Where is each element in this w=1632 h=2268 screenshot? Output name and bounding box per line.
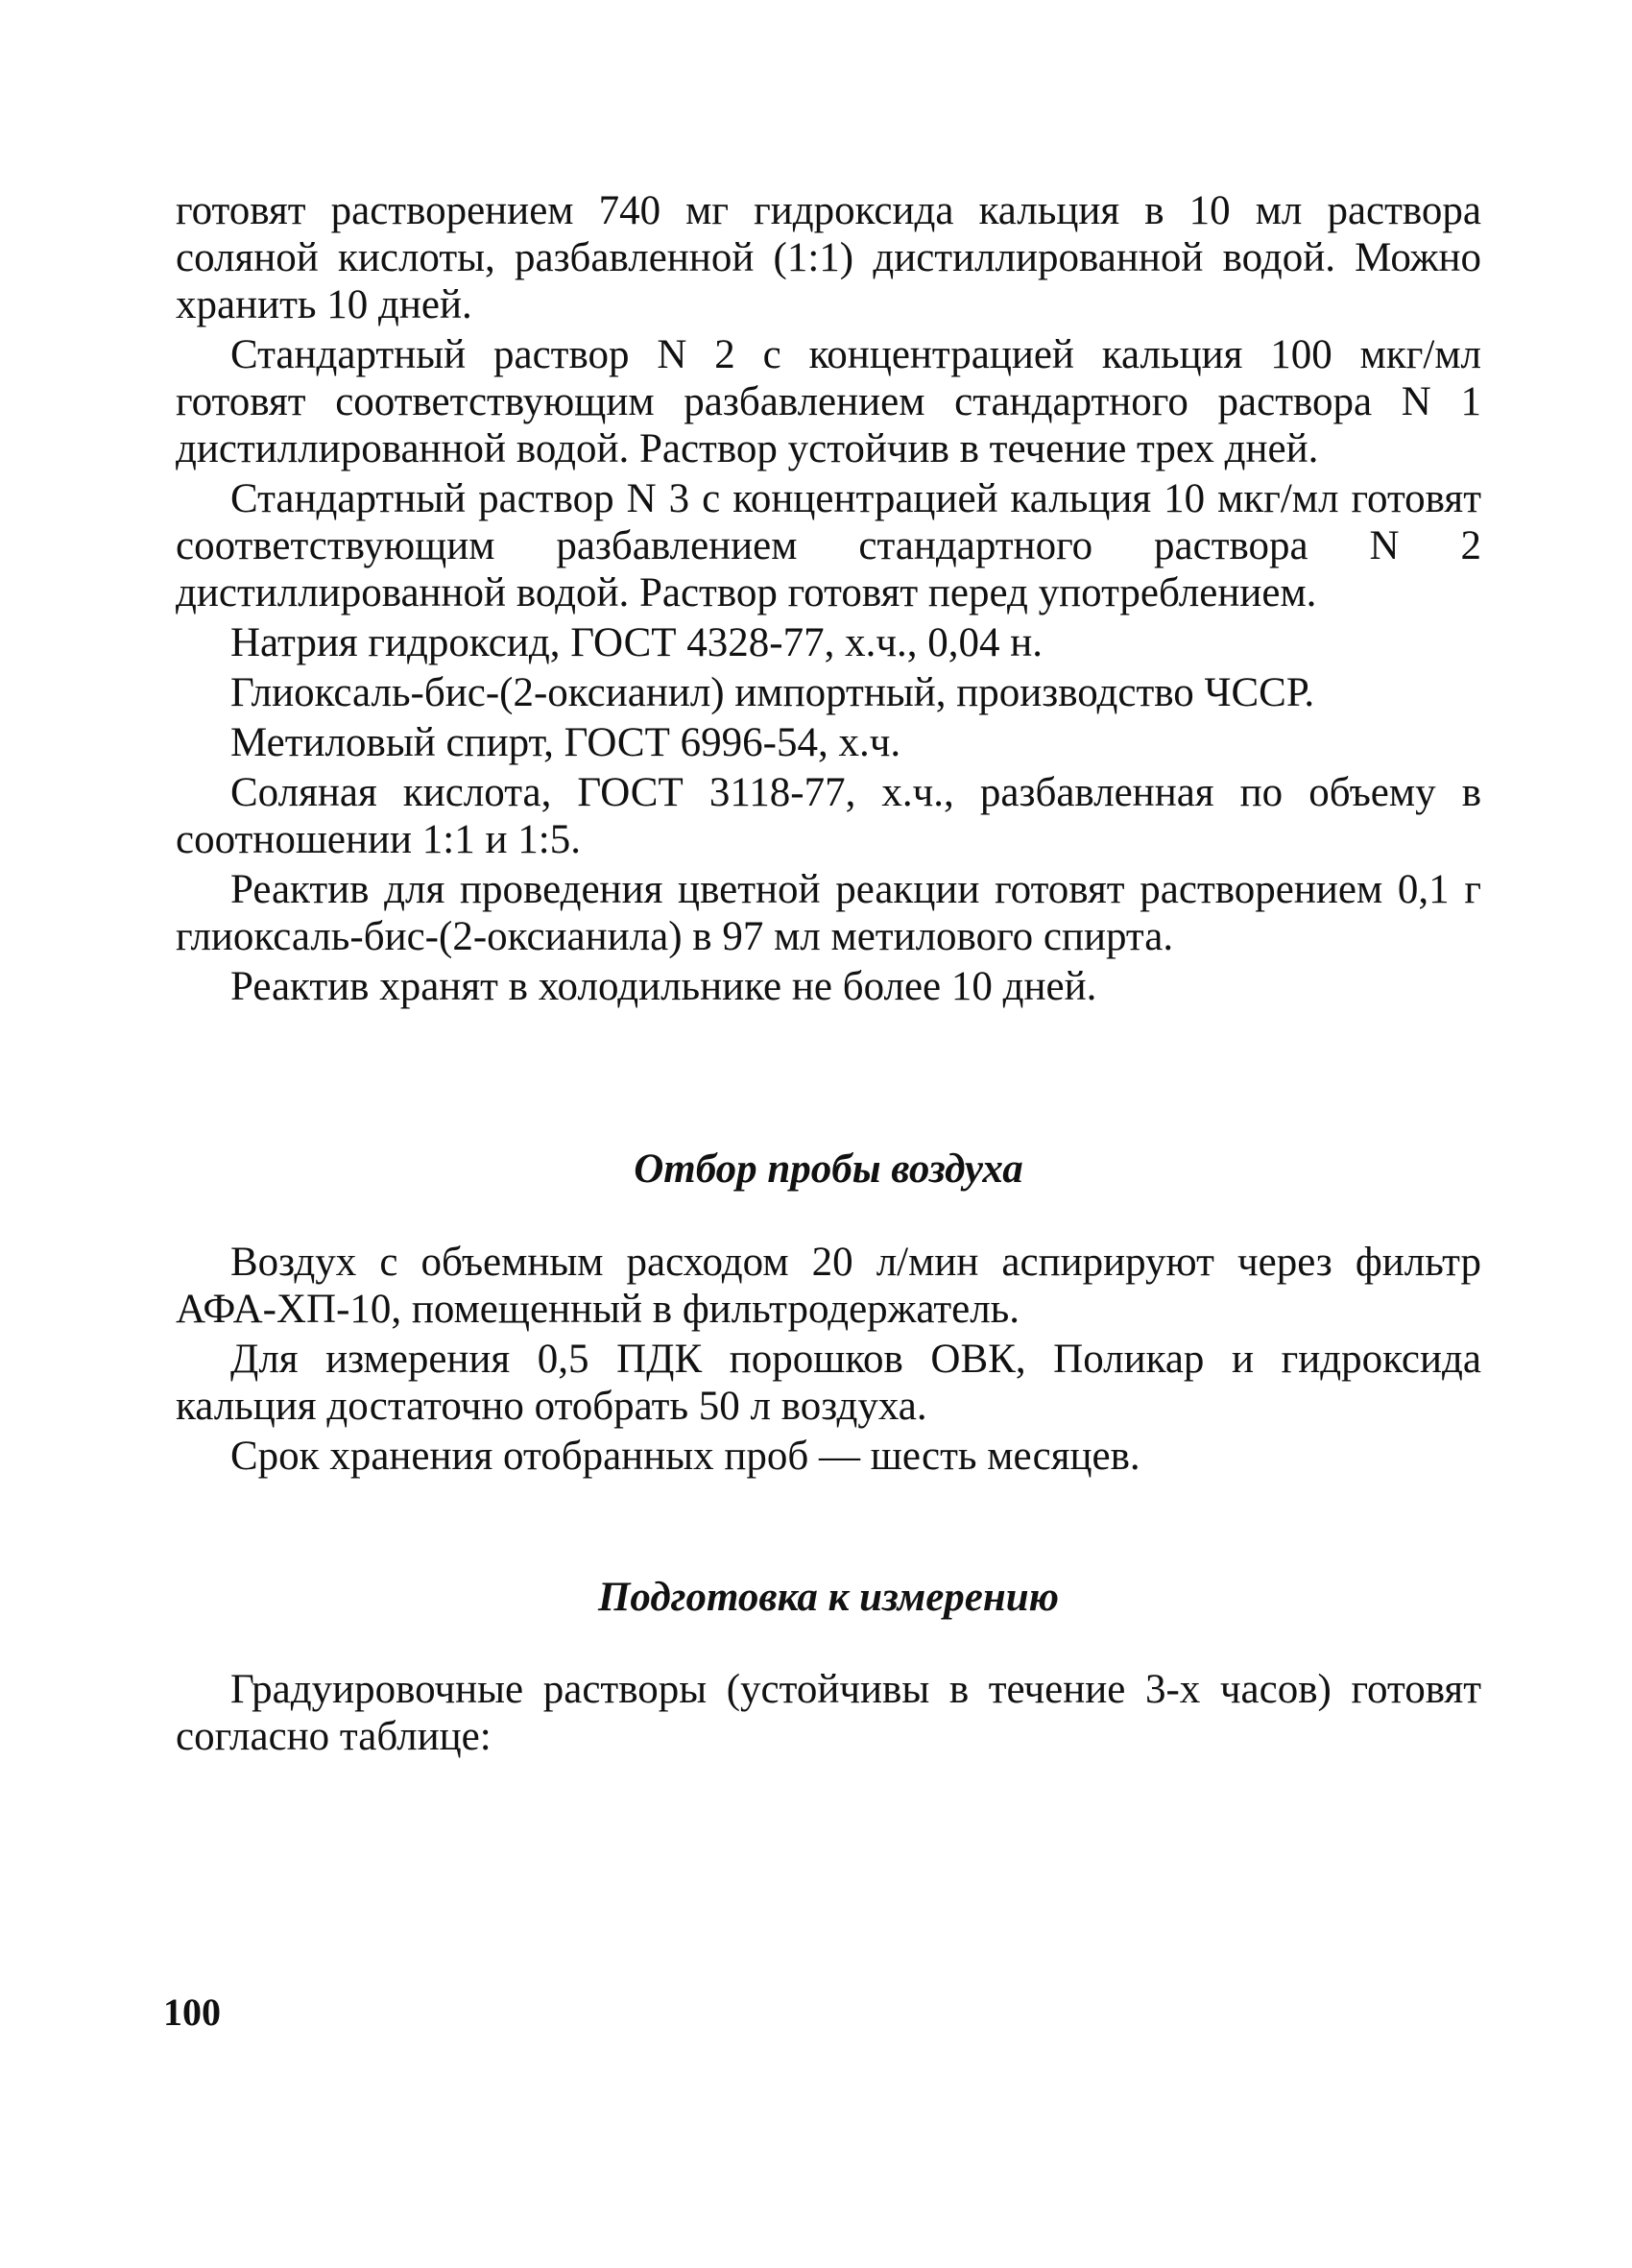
paragraph-standard-solution-3: Стандартный раствор N 3 с концентрацией кальция 10 мкг/мл готовят соответствующим разбавлением стандартного раствора N 2 дистиллированной водой. Раствор готовят перед употреблением. xyxy=(176,476,1481,615)
paragraph-calcium-stock: готовят растворением 740 мг гидроксида кальция в 10 мл раствора соляной кислоты, разбавленной (1:1) дистиллированной водой. Можно хранить 10 дней. xyxy=(176,188,1481,327)
paragraph-sample-volume: Для измерения 0,5 ПДК порошков ОВК, Поликар и гидроксида кальция достаточно отобрать 50 л воздуха. xyxy=(176,1337,1481,1429)
reagents-section xyxy=(176,187,1481,1010)
paragraph-standard-solution-2: Стандартный раствор N 2 с концентрацией кальция 100 мкг/мл готовят соответствующим разбавлением стандартного раствора N 1 дистиллированной водой. Раствор устойчив в течение трех дней. xyxy=(176,332,1481,471)
paragraph-air-flow: Воздух с объемным расходом 20 л/мин аспирируют через фильтр АФА-ХП-10, помещенный в фильтродержатель. xyxy=(176,1240,1481,1332)
paragraph-methanol: Метиловый спирт, ГОСТ 6996-54, х.ч. xyxy=(230,720,901,765)
paragraph-color-reagent: Реактив для проведения цветной реакции готовят растворением 0,1 г глиоксаль-бис-(2-оксианила) в 97 мл метилового спирта. xyxy=(176,867,1481,959)
paragraph-calibration-solutions: Градуировочные растворы (устойчивы в течение 3-х часов) готовят согласно таблице: xyxy=(176,1667,1481,1759)
measurement-preparation-section xyxy=(176,1666,1481,1763)
heading-air-sampling: Отбор пробы воздуха xyxy=(634,1146,1023,1192)
heading-measurement-preparation: Подготовка к измерению xyxy=(597,1575,1060,1620)
air-sampling-section xyxy=(176,1239,1481,1483)
page-number: 100 xyxy=(163,1991,221,2034)
paragraph-sample-storage: Срок хранения отобранных проб — шесть месяцев. xyxy=(230,1434,1140,1479)
paragraph-reagent-storage: Реактив хранят в холодильнике не более 10 дней. xyxy=(230,964,1097,1009)
paragraph-hydrochloric-acid: Соляная кислота, ГОСТ 3118-77, х.ч., разбавленная по объему в соотношении 1:1 и 1:5. xyxy=(176,770,1481,862)
document-page xyxy=(176,187,1481,1759)
paragraph-sodium-hydroxide: Натрия гидроксид, ГОСТ 4328-77, х.ч., 0,04 н. xyxy=(230,620,1043,665)
paragraph-glyoxal-reagent: Глиоксаль-бис-(2-оксианил) импортный, производство ЧССР. xyxy=(230,670,1315,715)
